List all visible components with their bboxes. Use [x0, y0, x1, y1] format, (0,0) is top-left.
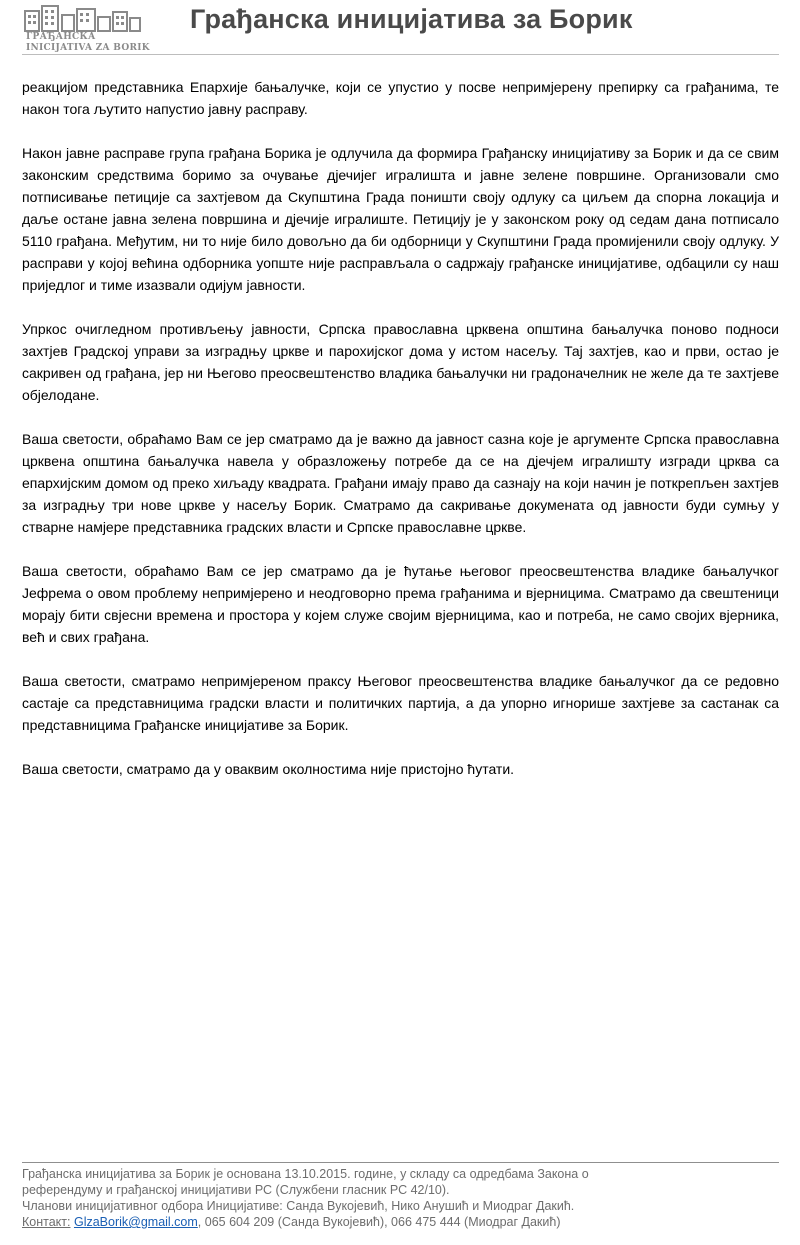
logo — [22, 3, 162, 55]
page-footer — [22, 1162, 779, 1230]
contact-label: Контакт: — [22, 1215, 71, 1229]
footer-contact — [22, 1214, 779, 1230]
logo-buildings-graphic — [22, 3, 162, 33]
paragraph-7: Ваша светости, сматрамо да у оваквим околностима није пристојно ћутати. — [22, 761, 515, 777]
paragraph-1: реакцијом представника Епархије бањалучке, који се упустио у посве непримјерену препирку са грађанима, те након тога љутито напустио јавну расправу. — [22, 79, 779, 117]
page-header — [0, 0, 800, 60]
letter-body — [22, 76, 779, 802]
paragraph-5: Ваша светости, обраћамо Вам се јер сматрамо да је ћутање његовог преосвештенства владике бањалучког Јефрема о овом проблему непримјерено и неодговорно према грађанима и вјерницима. Сматрамо да свештеници морају бити свјесни времена и простора у којем служе својим вјерницима, као и потреба, не само својих вјерника, већ и свих грађана. — [22, 563, 779, 645]
paragraph-2: Након јавне расправе група грађана Борика је одлучила да формира Грађанску иницијативу за Борик и да се свим законским средствима боримо за очување дјечијег игралишта и јавне зелене површине. Организовали смо потписивање петиције са захтјевом да Скупштина Града поништи своју одлуку са циљем да спорна локација и даље остане јавна зелена површина и дјечије игралиште. Петицију је у законском року од седам дана потписало 5110 грађана. Међутим, ни то није било довољно да би одборници у Скупштини Града промијенили своју одлуку. У расправи у којој већина одборника уопште није расправљала о садржају грађанске иницијативе, одбацили су наш приједлог и тиме изазвали одијум јавности. — [22, 145, 779, 293]
paragraph-6: Ваша светости, сматрамо непримјереном праксу Његовог преосвештенства владике бањалучког да се редовно састаје са представницима градски власти и политичких партија, а да упорно игнорише захтјеве за састанак са представницима Грађанске иницијативе за Борик. — [22, 673, 779, 733]
contact-email-link[interactable]: GlzaBorik@gmail.com — [73, 1215, 198, 1229]
site-title: Грађанска иницијатива за Борик — [190, 4, 633, 34]
paragraph-3: Упркос очигледном противљењу јавности, Српска православна црквена општина бањалучка поново подноси захтјев Градској управи за изградњу цркве и парохијског дома у истом насељу. Тај захтјев, као и први, остао је сакривен од грађана, јер ни Његово преосвештенство владика бањалучки ни градоначелник не желе да те захтјеве обjелодане. — [22, 321, 779, 403]
contact-phones: , 065 604 209 (Санда Вукојевић), 066 475 444 (Миодраг Дакић) — [197, 1215, 561, 1229]
header-divider — [22, 54, 779, 55]
logo-text-line1: ГРАЂАНСКА — [26, 32, 96, 42]
footer-line-1: Грађанска иницијатива за Борик је основана 13.10.2015. године, у складу са одредбама Закона о — [22, 1167, 589, 1181]
footer-line-3: Чланови иницијативног одбора Иницијативе: Санда Вукојевић, Нико Анушић и Миодраг Дакић. — [22, 1199, 575, 1213]
footer-line-2: референдуму и грађанској иницијативи РС (Службени гласник РС 42/10). — [22, 1183, 450, 1197]
logo-text-line2: INICIJATIVA ZA BORIK — [26, 43, 150, 53]
paragraph-4: Ваша светости, обраћамо Вам се јер сматрамо да је важно да јавност сазна које је аргументе Српска православна црквена општина бањалучка навела у образложењу потребе да се на дјечјем игралишту изгради црква са епархијским домом од преко хиљаду квадрата. Грађани имају право да сазнају на који начин је поткрепљен захтјев за изградњу три нове цркве у насељу Борик. Сматрамо да сакривање докумената од јавности буди сумњу у стварне намјере представника градских власти и Српске православне цркве. — [22, 431, 779, 535]
